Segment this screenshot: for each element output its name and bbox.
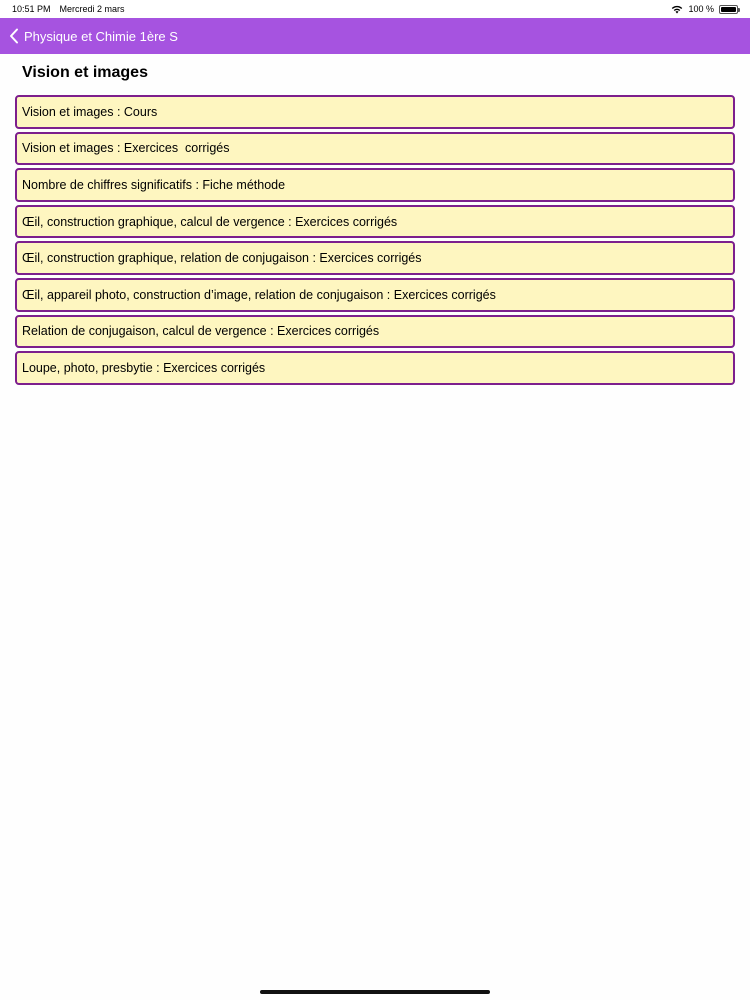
status-time: 10:51 PM: [12, 4, 51, 14]
status-left: [12, 4, 125, 14]
battery-full-icon: [719, 5, 738, 14]
list-item[interactable]: Loupe, photo, presbytie : Exercices corrigés: [15, 351, 735, 385]
navigation-bar: [0, 18, 750, 54]
wifi-icon: [671, 5, 683, 14]
list-item[interactable]: Nombre de chiffres significatifs : Fiche méthode: [15, 168, 735, 202]
list-item[interactable]: Vision et images : Cours: [15, 95, 735, 129]
page-title: Vision et images: [22, 64, 148, 81]
status-bar: [0, 0, 750, 18]
status-right: [671, 4, 738, 14]
battery-percentage: 100 %: [688, 4, 714, 14]
home-indicator[interactable]: [260, 990, 490, 994]
list-item[interactable]: Œil, construction graphique, relation de conjugaison : Exercices corrigés: [15, 241, 735, 275]
list-item[interactable]: Relation de conjugaison, calcul de vergence : Exercices corrigés: [15, 315, 735, 349]
chevron-left-icon: [9, 28, 19, 44]
back-button[interactable]: [9, 28, 178, 44]
list-item[interactable]: Vision et images : Exercices corrigés: [15, 132, 735, 166]
list-item[interactable]: Œil, appareil photo, construction d’image, relation de conjugaison : Exercices corrigés: [15, 278, 735, 312]
topic-list: [15, 95, 735, 385]
list-item[interactable]: Œil, construction graphique, calcul de vergence : Exercices corrigés: [15, 205, 735, 239]
back-button-label: Physique et Chimie 1ère S: [24, 28, 178, 44]
status-date: Mercredi 2 mars: [59, 4, 125, 14]
